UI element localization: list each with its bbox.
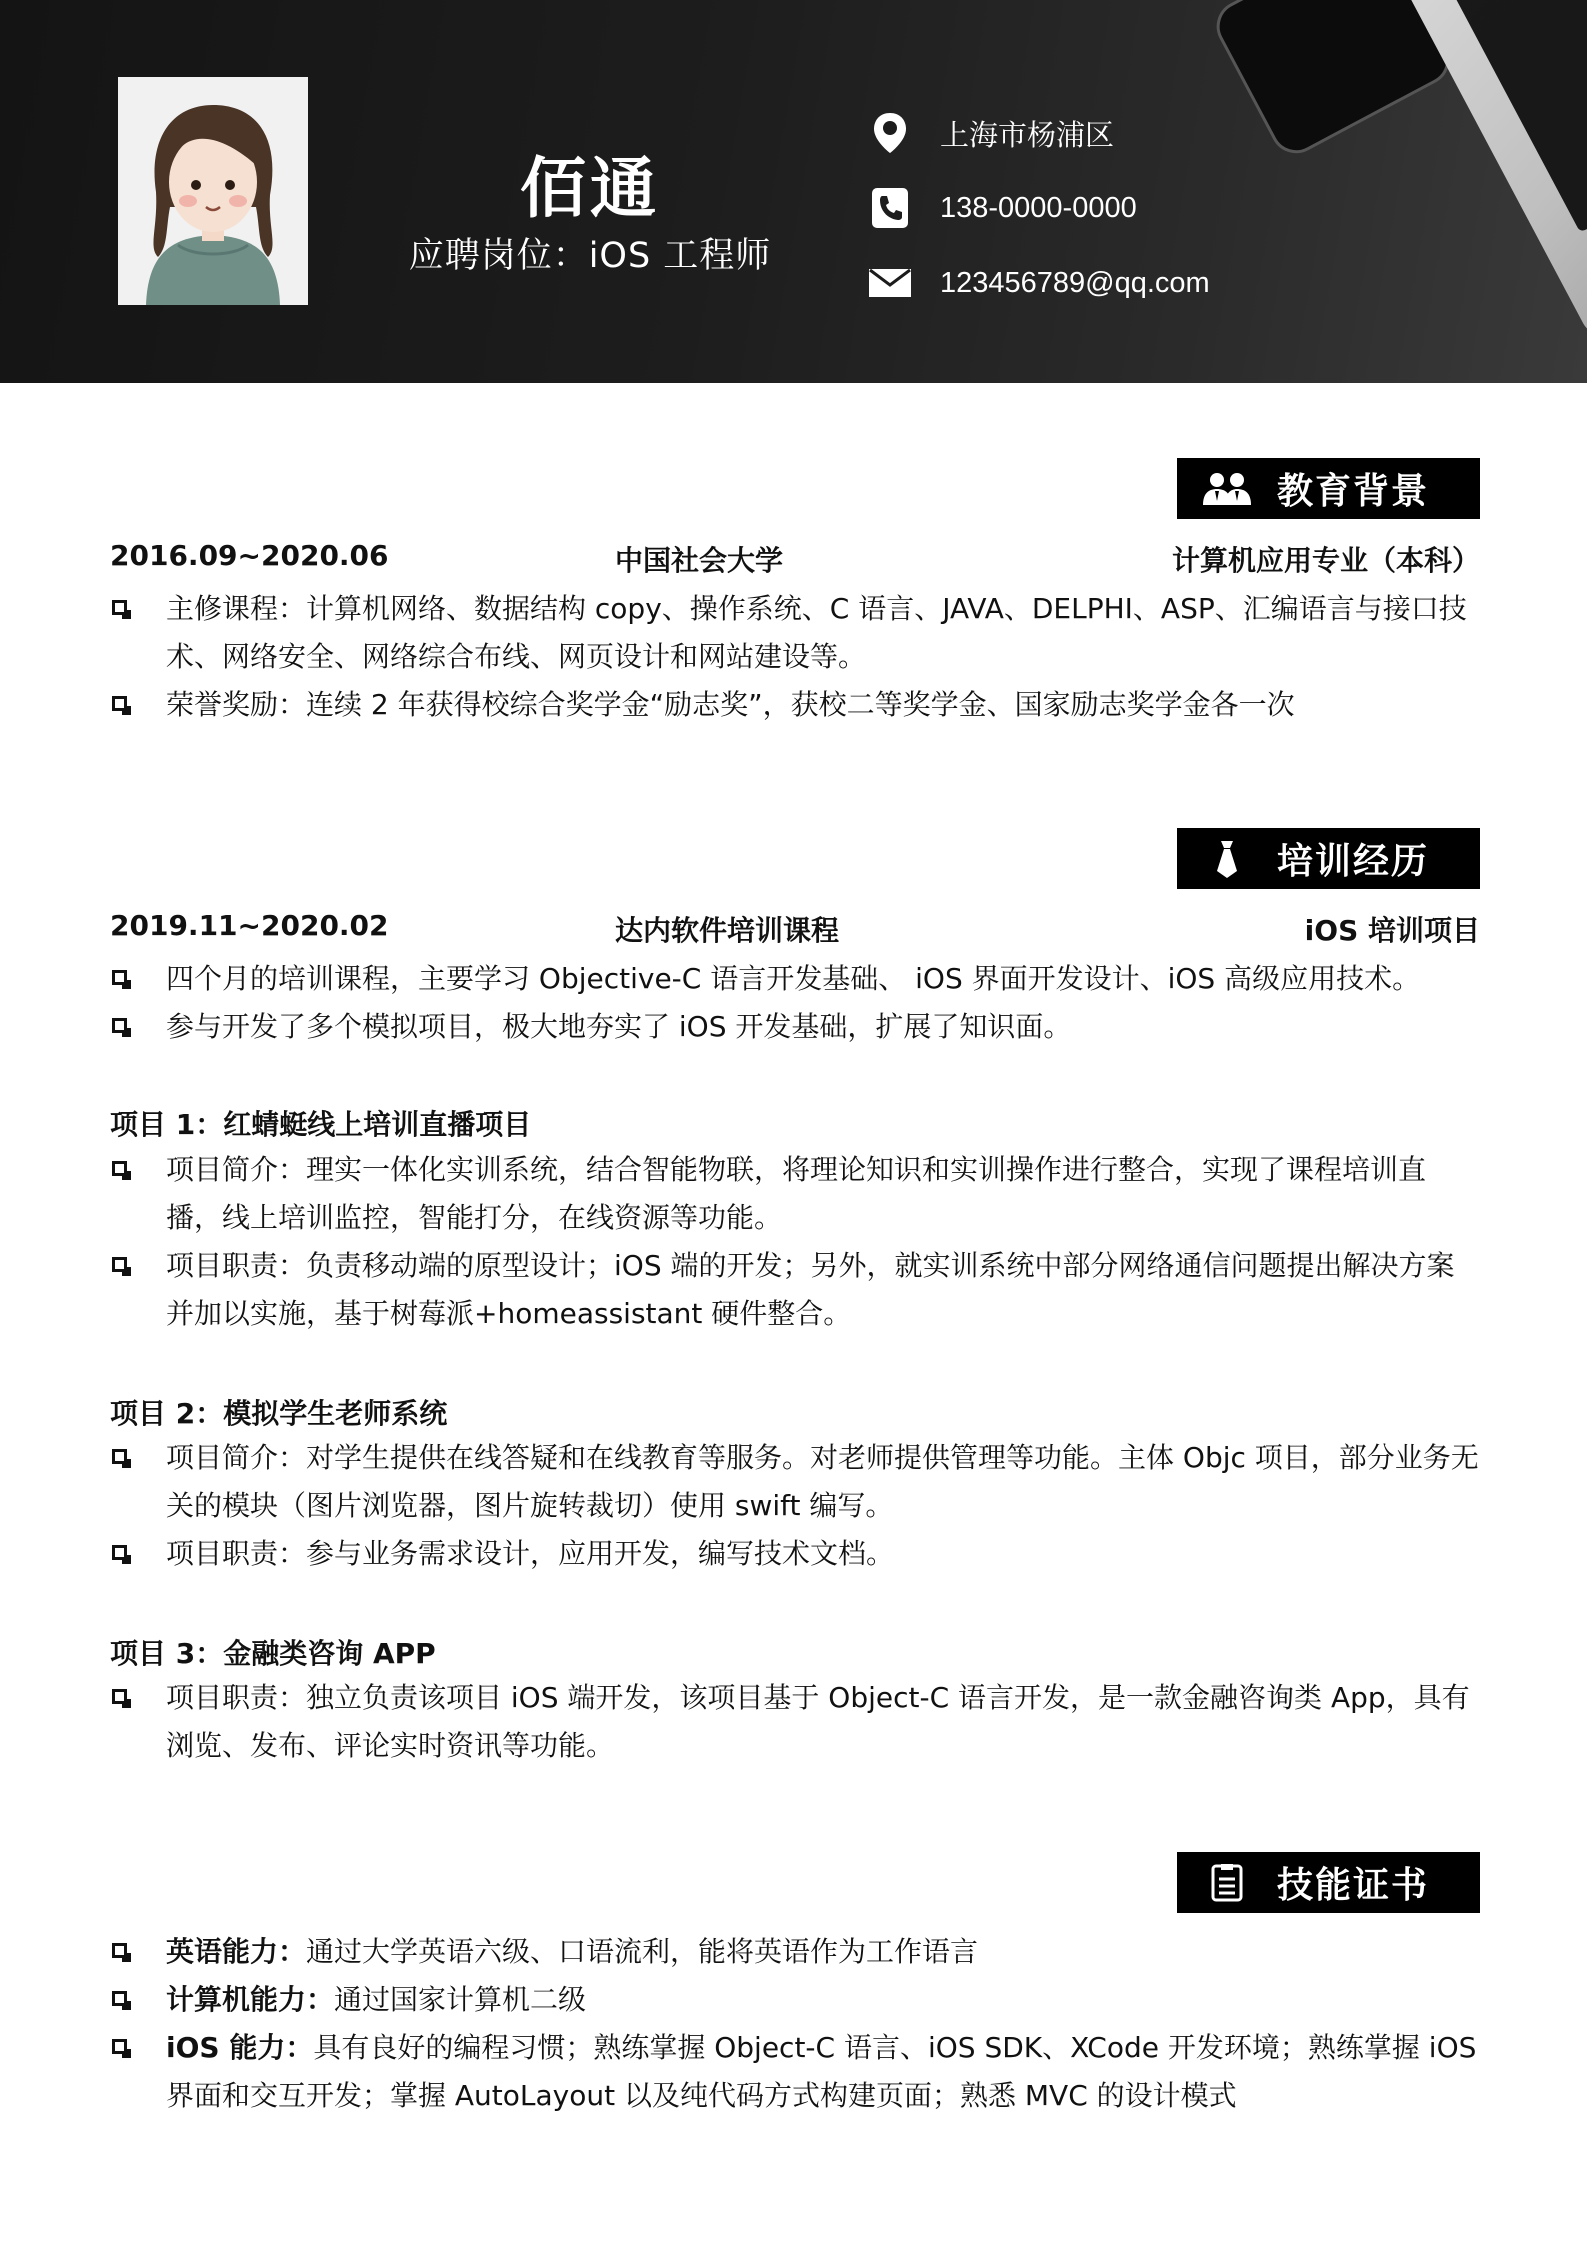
checkbox-bullet-icon: [112, 1991, 127, 2006]
checkbox-bullet-icon: [112, 1943, 127, 1958]
phone-icon: [866, 184, 914, 232]
section-header-training: 培训经历: [1177, 828, 1480, 889]
training-date: 2019.11~2020.02: [110, 909, 389, 942]
section-header-education: 教育背景: [1177, 458, 1480, 519]
checkbox-bullet-icon: [112, 1257, 127, 1272]
project-item: 项目简介：对学生提供在线答疑和在线教育等服务。对老师提供管理等功能。主体 Objc 项目，部分业务无关的模块（图片浏览器，图片旋转裁切）使用 swift 编写。: [110, 1434, 1480, 1530]
education-school: 中国社会大学: [615, 544, 784, 577]
skill-item-english: 英语能力：通过大学英语六级、口语流利，能将英语作为工作语言: [110, 1928, 1480, 1976]
resume-header: [0, 0, 1587, 383]
project-item: 项目简介：理实一体化实训系统，结合智能物联，将理论知识和实训操作进行整合，实现了课程培训直播，线上培训监控，智能打分，在线资源等功能。: [110, 1146, 1480, 1242]
people-icon: [1177, 458, 1277, 519]
education-date: 2016.09~2020.06: [110, 539, 389, 572]
candidate-name: 佰通: [520, 150, 660, 227]
education-major: 计算机应用专业（本科）: [1171, 544, 1480, 577]
skill-item-computer: 计算机能力：通过国家计算机二级: [110, 1976, 1480, 2024]
avatar-illustration-icon: [118, 77, 308, 305]
location-pin-icon: [866, 109, 914, 157]
project-item: 项目职责：参与业务需求设计，应用开发，编写技术文档。: [110, 1530, 1480, 1578]
training-item: 四个月的培训课程，主要学习 Objective-C 语言开发基础、 iOS 界面开发设计、iOS 高级应用技术。: [110, 955, 1480, 1003]
necktie-icon: [1177, 828, 1277, 889]
contact-email: 123456789@qq.com: [866, 259, 1210, 307]
checkbox-bullet-icon: [112, 1689, 127, 1704]
document-list-icon: [1177, 1852, 1277, 1913]
project-item: 项目职责：独立负责该项目 iOS 端开发，该项目基于 Object-C 语言开发，是一款金融咨询类 App，具有浏览、发布、评论实时资讯等功能。: [110, 1674, 1480, 1770]
checkbox-bullet-icon: [112, 2039, 127, 2054]
checkbox-bullet-icon: [112, 600, 127, 615]
job-position: 应聘岗位：iOS 工程师: [408, 236, 772, 276]
education-item: 荣誉奖励：连续 2 年获得校综合奖学金“励志奖”，获校二等奖学金、国家励志奖学金各一次: [110, 681, 1480, 729]
checkbox-bullet-icon: [112, 970, 127, 985]
checkbox-bullet-icon: [112, 1018, 127, 1033]
project-title: 项目 3：金融类咨询 APP: [110, 1637, 436, 1670]
checkbox-bullet-icon: [112, 696, 127, 711]
contact-phone: 138-0000-0000: [866, 184, 1137, 232]
skill-item-ios: iOS 能力：具有良好的编程习惯；熟练掌握 Object-C 语言、iOS SDK、XCode 开发环境；熟练掌握 iOS 界面和交互开发；掌握 AutoLayout 以及纯代码方式构建页面；熟悉 MVC 的设计模式: [110, 2024, 1480, 2120]
education-summary-row: [110, 539, 1480, 579]
project-title: 项目 1：红蜻蜓线上培训直播项目: [110, 1108, 532, 1141]
contact-location: 上海市杨浦区: [866, 109, 1114, 157]
mail-icon: [866, 259, 914, 307]
checkbox-bullet-icon: [112, 1449, 127, 1464]
training-org: 达内软件培训课程: [615, 914, 840, 947]
section-header-skills: 技能证书: [1177, 1852, 1480, 1913]
education-item: 主修课程：计算机网络、数据结构 copy、操作系统、C 语言、JAVA、DELPHI、ASP、汇编语言与接口技术、网络安全、网络综合布线、网页设计和网站建设等。: [110, 585, 1480, 681]
training-program: iOS 培训项目: [1304, 914, 1480, 947]
training-summary-row: [110, 909, 1480, 949]
avatar: [118, 77, 308, 305]
phone-photo-decoration: [1208, 0, 1459, 162]
training-item: 参与开发了多个模拟项目，极大地夯实了 iOS 开发基础，扩展了知识面。: [110, 1003, 1480, 1051]
project-item: 项目职责：负责移动端的原型设计；iOS 端的开发；另外，就实训系统中部分网络通信问题提出解决方案并加以实施，基于树莓派+homeassistant 硬件整合。: [110, 1242, 1480, 1338]
project-title: 项目 2：模拟学生老师系统: [110, 1397, 448, 1430]
checkbox-bullet-icon: [112, 1545, 127, 1560]
checkbox-bullet-icon: [112, 1161, 127, 1176]
